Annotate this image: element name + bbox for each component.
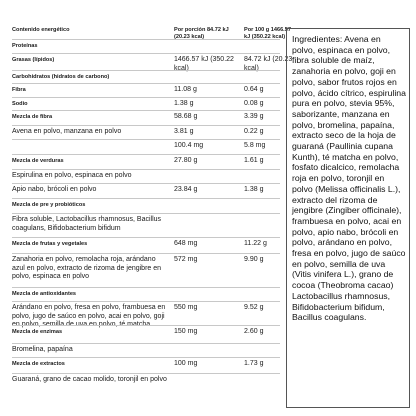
- row-divider: [12, 70, 280, 71]
- table-row: [12, 290, 282, 300]
- row-divider: [12, 357, 280, 358]
- table-row: [12, 328, 282, 338]
- row-per-portion: 648 mg: [174, 240, 198, 247]
- row-per-100g: 2.60 g: [244, 328, 264, 335]
- row-label: Carbohidratos (hidratos de carbono): [12, 74, 110, 80]
- row-label: Mezcla de pre y probióticos: [12, 202, 86, 208]
- row-label: Bromelina, papaína: [12, 346, 73, 353]
- row-per-100g: 84.72 kJ (20.23 kcal): [244, 56, 293, 72]
- row-label: Mezcla de fibra: [12, 114, 53, 120]
- row-label: Zanahoria en polvo, remolacha roja, arándano azul en polvo, extracto de rizoma de jengibre en polvo, espinaca en polvo: [12, 256, 162, 281]
- table-row: [12, 113, 282, 123]
- table-row: [12, 157, 282, 167]
- table-row: [12, 360, 282, 370]
- row-divider: [12, 343, 280, 344]
- row-per-portion: 27.80 g: [174, 157, 198, 164]
- row-label: Espirulina en polvo, espinaca en polvo: [12, 172, 132, 179]
- row-per-portion: 150 mg: [174, 328, 198, 335]
- row-divider: [12, 237, 280, 238]
- row-per-portion: 3.81 g: [174, 128, 194, 135]
- row-per-100g: 1.61 g: [244, 157, 264, 164]
- header-per-100g: Por 100 g 1466.57 kJ (350.22 kcal): [244, 27, 291, 40]
- header-label: Contenido energético: [12, 27, 70, 33]
- row-per-100g: 0.22 g: [244, 128, 264, 135]
- row-divider: [12, 125, 280, 126]
- table-row: [12, 42, 282, 52]
- table-row: [12, 142, 282, 152]
- row-label: Mezcla de verduras: [12, 158, 64, 164]
- row-label: Proteínas: [12, 43, 38, 49]
- row-per-100g: 3.39 g: [244, 113, 264, 120]
- row-per-portion: 58.68 g: [174, 113, 198, 120]
- row-divider: [12, 83, 280, 84]
- row-label: Avena en polvo, manzana en polvo: [12, 128, 122, 135]
- row-label: Mezcla de frutas y vegetales: [12, 241, 88, 247]
- table-row: [12, 256, 282, 284]
- row-divider: [12, 253, 280, 254]
- row-per-portion: 1466.57 kJ (350.22 kcal): [174, 56, 234, 72]
- row-label: Apio nabo, brócoli en polvo: [12, 186, 97, 193]
- row-label: Mezcla de enzimas: [12, 329, 63, 335]
- table-row: [12, 240, 282, 250]
- table-row: [12, 346, 282, 356]
- row-label: Fibra soluble, Lactobacillus rhamnosus, Bacillus coagulans, Bifidobacterium bifidum: [12, 216, 162, 232]
- row-divider: [12, 301, 280, 302]
- table-row: [12, 172, 282, 182]
- row-divider: [12, 139, 280, 140]
- table-row: [12, 376, 282, 386]
- table-row: [12, 201, 282, 211]
- ingredients-text: Ingredientes: Avena en polvo, espinaca en polvo, fibra soluble de maíz, zanahoria en polvo, goji en polvo, sabor frutos rojos en polvo, ácido cítrico, espirulina pura en polvo, stevia 95%, saborizante, manzana en polvo, bromelina, papaína, extracto seco de la hoja de guaraná (Paullinia cupana Kunth), té matcha en polvo, fosfato dicalcico, remolacha roja en polvo, toronjil en polvo (Melissa officinalis L.), extracto del rizoma de jengibre (Zingiber officinale), frambuesa en polvo, acai en polvo, apio nabo, brócoli en polvo, arándano en polvo, fresa en polvo, jugo de saúco en polvo, semilla de uva (Vitis vinifera L.), grano de cocoa (Theobroma cacao) Lactobacillus rhamnosus, Bifidobacterium bifidum, Bacillus coagulans.: [292, 34, 406, 323]
- row-per-100g: 0.64 g: [244, 86, 264, 93]
- row-per-portion: 100.4 mg: [174, 142, 204, 149]
- row-per-portion: 550 mg: [174, 304, 198, 311]
- table-row: [12, 86, 282, 96]
- table-row: [12, 186, 282, 196]
- row-label: Grasas (lípidos): [12, 57, 55, 63]
- row-per-100g: 5.8 mg: [244, 142, 266, 149]
- row-label: Fibra: [12, 87, 26, 93]
- row-divider: [12, 169, 280, 170]
- row-divider: [12, 183, 280, 184]
- row-label: Mezcla de antioxidantes: [12, 291, 77, 297]
- table-row: [12, 56, 293, 74]
- row-divider: [12, 97, 280, 98]
- row-divider: [12, 287, 280, 288]
- table-row: [12, 216, 282, 236]
- row-divider: [12, 198, 280, 199]
- row-divider: [12, 110, 280, 111]
- row-per-100g: 11.22 g: [244, 240, 267, 247]
- row-per-100g: 9.52 g: [244, 304, 264, 311]
- table-row: [12, 128, 282, 138]
- row-per-portion: 572 mg: [174, 256, 198, 263]
- row-divider: [12, 213, 280, 214]
- row-per-portion: 100 mg: [174, 360, 198, 367]
- row-divider: [12, 325, 280, 326]
- table-row: [12, 73, 282, 83]
- row-per-100g: 0.08 g: [244, 100, 264, 107]
- header-per-portion: Por porción 84.72 kJ (20.23 kcal): [174, 27, 229, 40]
- row-divider: [12, 154, 280, 155]
- row-label: Mezcla de extractos: [12, 361, 65, 367]
- row-divider: [12, 39, 280, 40]
- row-divider: [12, 373, 280, 374]
- row-per-100g: 9.90 g: [244, 256, 264, 263]
- row-per-portion: 11.08 g: [174, 86, 197, 93]
- ingredients-panel: [286, 28, 410, 408]
- row-label: Arándano en polvo, fresa en polvo, frambuesa en polvo, jugo de saúco en polvo, acai en polvo, goji en polvo, semilla de uva en polvo, té matcha: [12, 304, 166, 329]
- row-label: Sodio: [12, 101, 28, 107]
- row-label: Guaraná, grano de cacao molido, toronjil en polvo: [12, 376, 167, 383]
- row-per-portion: 23.84 g: [174, 186, 198, 193]
- table-row: [12, 100, 282, 110]
- row-divider: [12, 53, 280, 54]
- row-per-100g: 1.73 g: [244, 360, 264, 367]
- row-per-100g: 1.38 g: [244, 186, 264, 193]
- row-per-portion: 1.38 g: [174, 100, 194, 107]
